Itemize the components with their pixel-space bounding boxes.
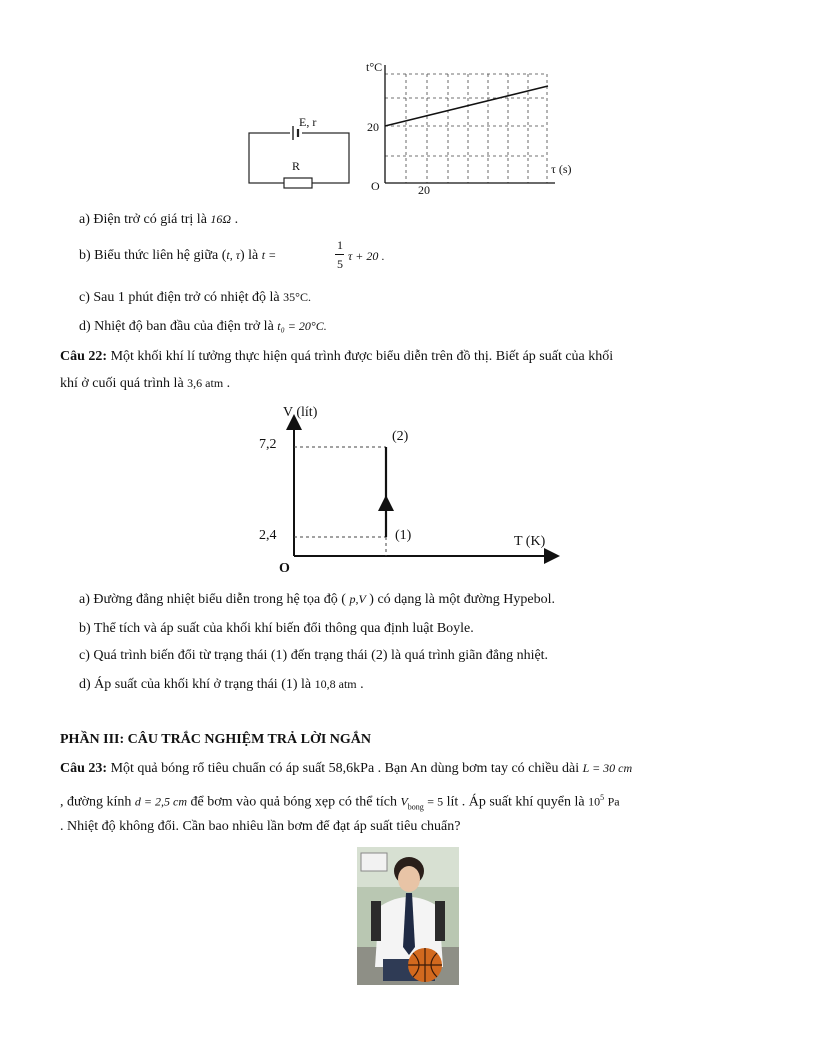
student-basketball-photo (357, 847, 459, 985)
volume-temperature-graph (250, 400, 570, 580)
q22-option-d: d) Áp suất của khối khí ở trạng thái (1) là 10,8 atm . (79, 677, 364, 692)
part3-heading: PHẦN III: CÂU TRẮC NGHIỆM TRẢ LỜI NGẮN (60, 732, 372, 747)
x-axis-label: τ (s) (551, 162, 572, 176)
fraction-denominator: 5 (337, 257, 343, 271)
fraction-bar (335, 254, 344, 255)
q22-line1: Câu 22: Một khối khí lí tưởng thực hiện quá trình được biểu diễn trên đồ thị. Biết áp suất của khối (60, 349, 614, 364)
y-axis-label: t°C (366, 60, 383, 74)
state2-label: (2) (392, 429, 409, 444)
v-axis-label: V (lít) (283, 405, 318, 420)
q22-option-a: a) Đường đẳng nhiệt biểu diễn trong hệ tọa độ ( p,V ) có dạng là một đường Hypebol. (79, 592, 555, 607)
q23-line1: Câu 23: Một quả bóng rổ tiêu chuẩn có áp suất 58,6kPa . Bạn An dùng bơm tay có chiều dài L = 30 cm (60, 761, 633, 776)
v-tick-2-4: 2,4 (259, 528, 277, 543)
source-label: E, r (299, 115, 317, 129)
t-axis-label: T (K) (514, 534, 546, 549)
v-tick-7-2: 7,2 (259, 437, 277, 452)
q21-option-d: d) Nhiệt độ ban đầu của điện trở là t₀ = 20°C. (79, 319, 327, 334)
y-tick-20: 20 (367, 120, 379, 134)
origin-label: O (279, 561, 290, 576)
x-tick-20: 20 (418, 183, 430, 197)
q21-option-c: c) Sau 1 phút điện trở có nhiệt độ là 35°C. (79, 290, 311, 305)
formula-right: τ + 20 . (348, 249, 385, 263)
q21-option-b: b) Biểu thức liên hệ giữa (t, τ) là t = (79, 248, 277, 263)
q23-line2: , đường kính d = 2,5 cm để bơm vào quả bóng xẹp có thể tích $V_{bong} = 5$ lít . Áp suất khí quyển là $10^5$ Pa (60, 793, 620, 812)
temperature-line (385, 86, 548, 126)
temperature-graph (360, 55, 590, 205)
q22-option-b: b) Thể tích và áp suất của khối khí biến đổi thông qua định luật Boyle. (79, 621, 474, 636)
q22-option-c: c) Quá trình biến đổi từ trạng thái (1) đến trạng thái (2) là quá trình giãn đẳng nhiệt. (79, 648, 549, 663)
fraction-numerator: 1 (337, 238, 343, 252)
state1-label: (1) (395, 528, 412, 543)
origin-label: O (371, 179, 380, 193)
q23-line3: . Nhiệt độ không đổi. Cần bao nhiêu lần bơm để đạt áp suất tiêu chuẩn? (60, 819, 461, 834)
resistor-label: R (292, 159, 301, 173)
q21-option-a: a) Điện trở có giá trị là 16Ω . (79, 212, 239, 227)
q22-line2: khí ở cuối quá trình là 3,6 atm . (60, 376, 231, 391)
